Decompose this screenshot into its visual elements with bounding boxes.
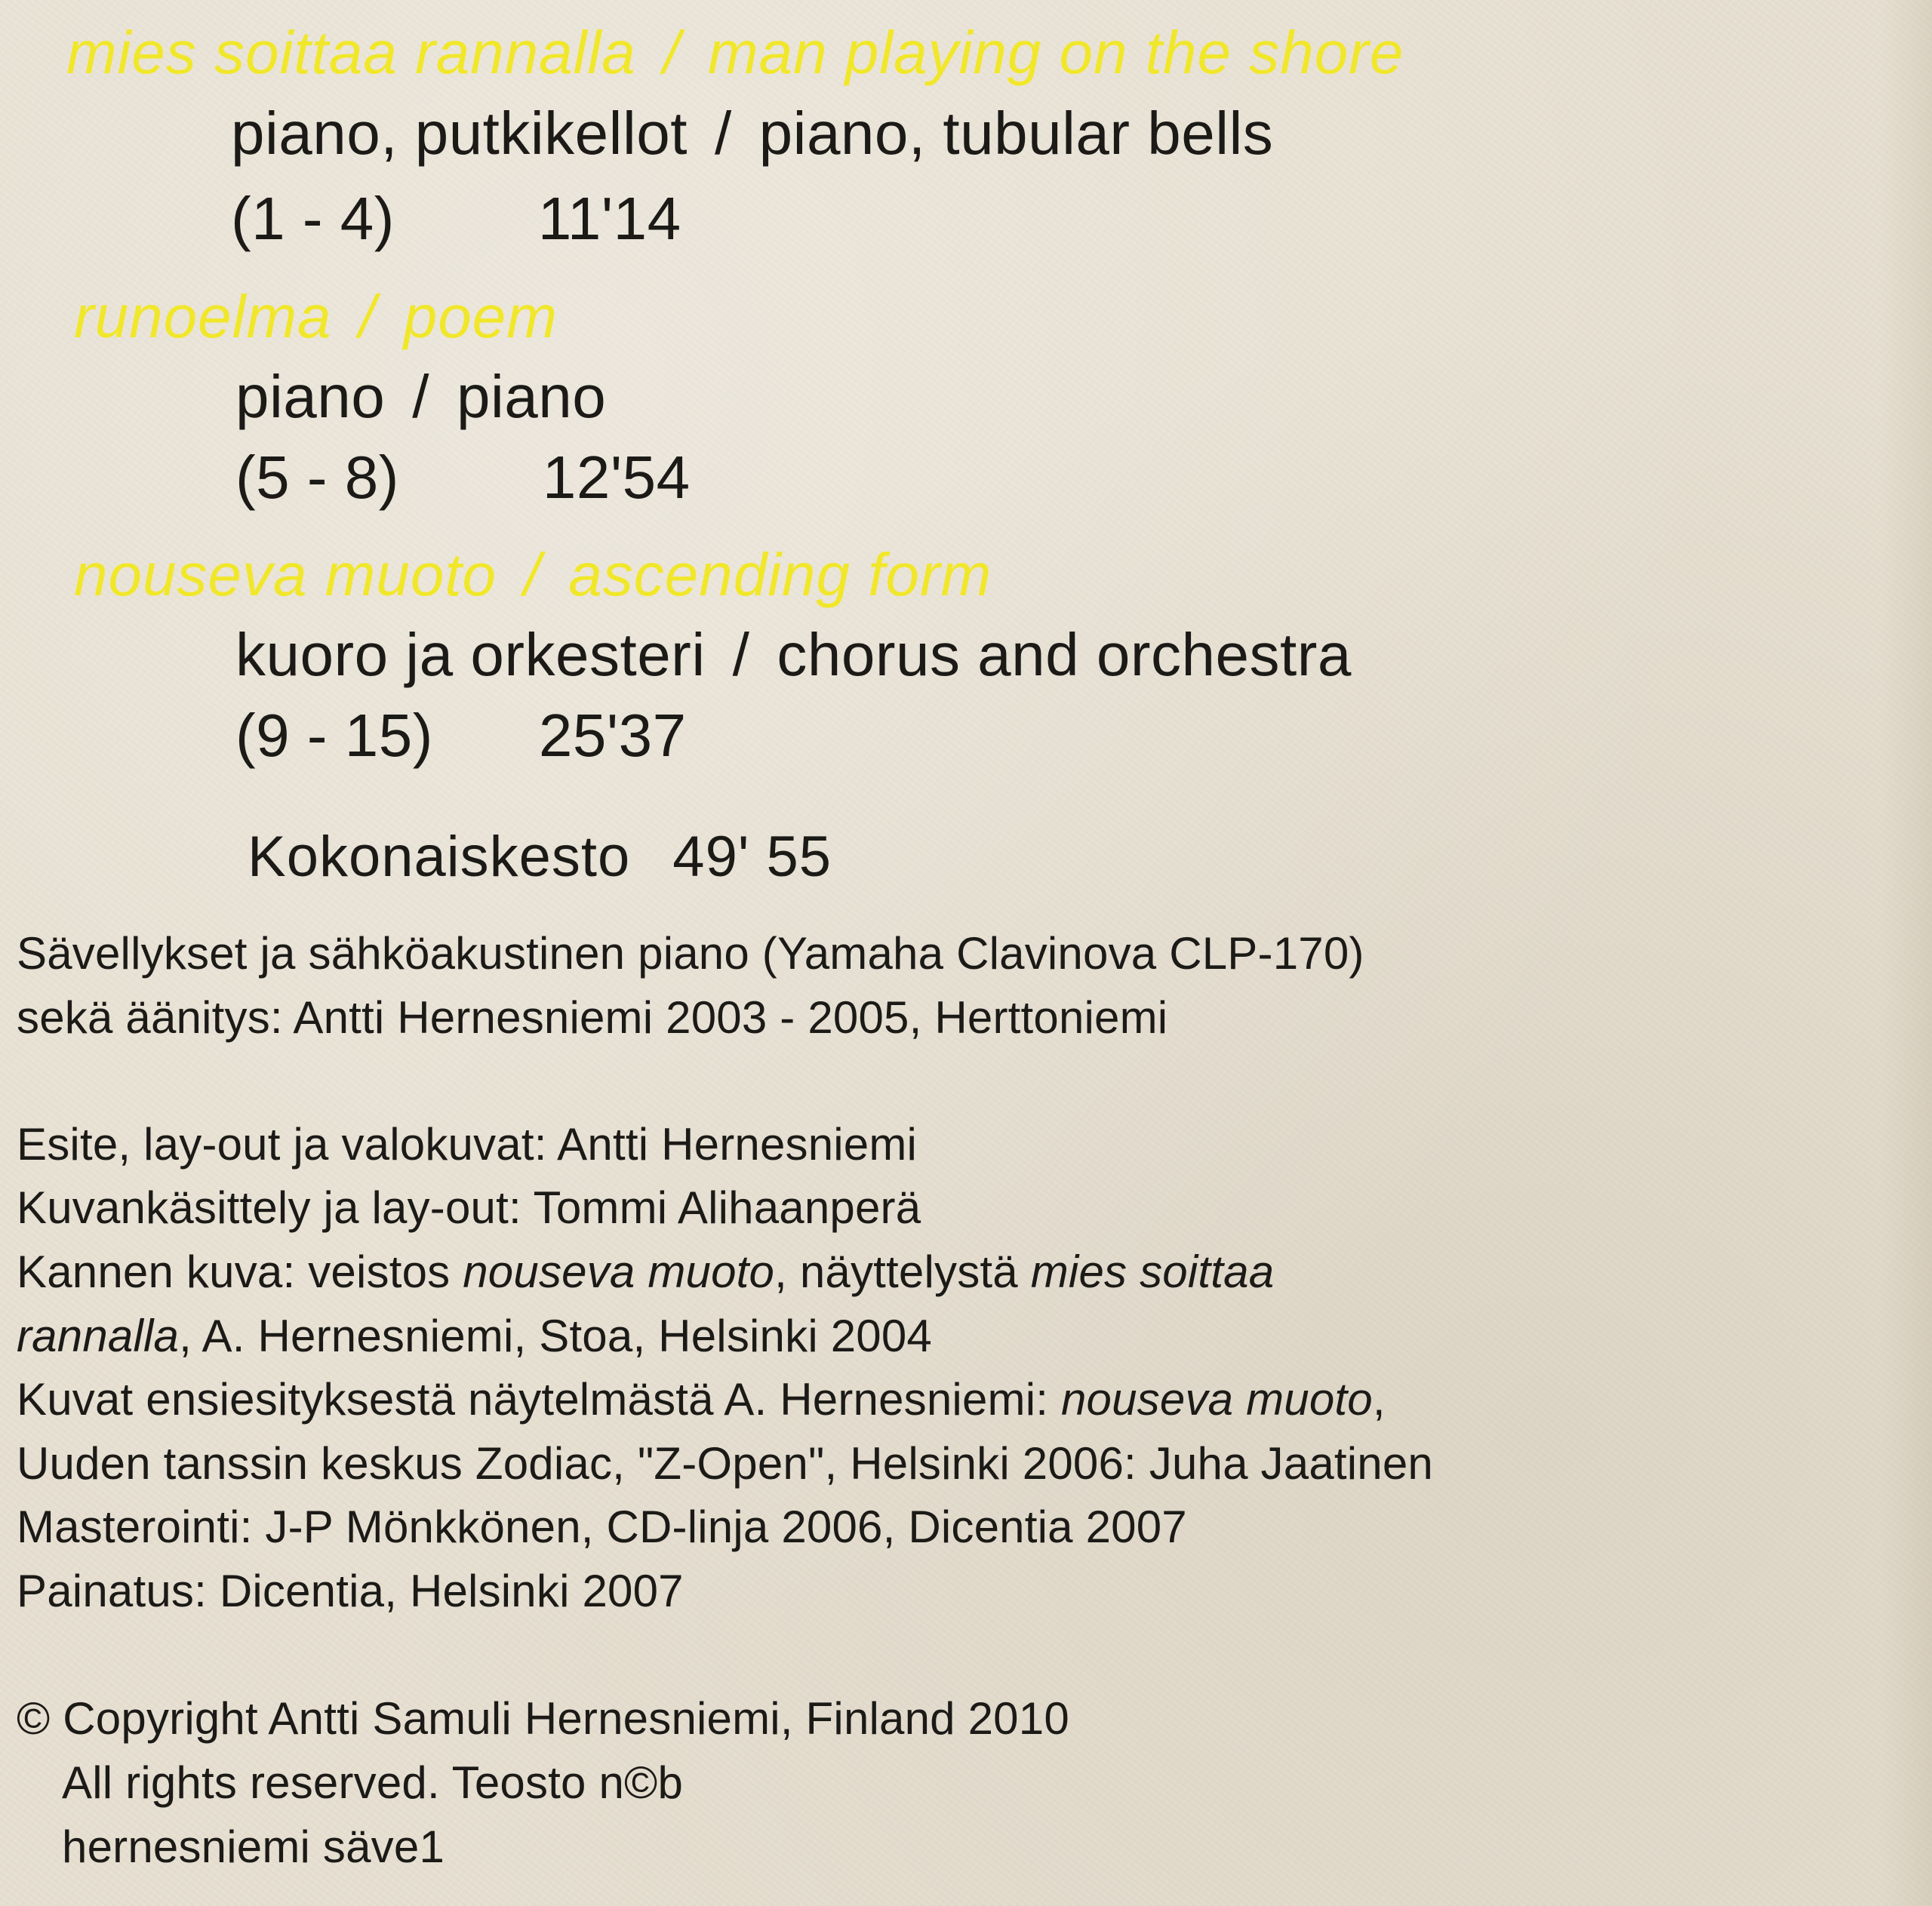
track-2-range: (5 - 8): [235, 444, 399, 511]
title-separator: /: [358, 283, 377, 350]
credit-printing: Painatus: Dicentia, Helsinki 2007: [17, 1566, 684, 1616]
track-1-instruments-fi: piano, putkikellot: [231, 100, 688, 167]
track-2-title-fi: runoelma: [74, 283, 332, 350]
track-3-range: (9 - 15): [235, 702, 433, 769]
page-edge-shadow: [1879, 0, 1932, 1906]
track-3-duration: 25'37: [538, 702, 687, 769]
track-1-title-fi: mies soittaa rannalla: [66, 19, 636, 86]
track-2-instruments-en: piano: [456, 363, 607, 430]
credit-composition-line1: Sävellykset ja sähköakustinen piano (Yamaha Clavinova CLP-170): [17, 928, 1364, 979]
credit-brochure: Esite, lay-out ja valokuvat: Antti Hernesniemi: [17, 1119, 918, 1170]
total-duration-value: 49' 55: [672, 825, 832, 889]
total-duration-label: Kokonaiskesto: [248, 825, 631, 889]
credit-image-processing: Kuvankäsittely ja lay-out: Tommi Alihaanperä: [17, 1182, 921, 1233]
cover-prefix: Kannen kuva: veistos: [17, 1247, 463, 1297]
track-3-timing: [235, 702, 687, 769]
track-2-instruments-fi: piano: [235, 363, 386, 430]
track-3-title-en: ascending form: [568, 541, 992, 608]
copyright-line3: hernesniemi säve1: [62, 1821, 445, 1872]
instruments-separator: /: [732, 621, 750, 688]
track-1-timing: [231, 185, 681, 252]
credit-cover-line2: [17, 1311, 932, 1361]
cover-work-title: nouseva muoto: [463, 1247, 775, 1297]
track-3-instruments: [235, 621, 1352, 688]
photos-work-title: nouseva muoto: [1060, 1374, 1373, 1425]
credit-cover-line1: [17, 1247, 1275, 1297]
track-1-title: [66, 19, 1404, 86]
track-1-duration: 11'14: [537, 185, 681, 252]
track-3-title: [74, 541, 992, 608]
credit-photos-line2: Uuden tanssin keskus Zodiac, "Z-Open", Helsinki 2006: Juha Jaatinen: [17, 1438, 1434, 1489]
total-duration: [248, 825, 832, 889]
credit-composition-line2: sekä äänitys: Antti Hernesniemi 2003 - 2005, Herttoniemi: [17, 992, 1168, 1043]
cover-suffix: , A. Hernesniemi, Stoa, Helsinki 2004: [179, 1311, 932, 1361]
instruments-separator: /: [714, 100, 732, 167]
track-2-title: [74, 283, 558, 350]
track-2-timing: [235, 444, 691, 511]
copyright-line1: © Copyright Antti Samuli Hernesniemi, Finland 2010: [17, 1693, 1069, 1744]
photos-prefix: Kuvat ensiesityksestä näytelmästä A. Hernesniemi:: [17, 1374, 1061, 1425]
title-separator: /: [663, 19, 681, 86]
track-2-duration: 12'54: [542, 444, 691, 511]
track-1-instruments-en: piano, tubular bells: [758, 100, 1274, 167]
credit-photos-line1: [17, 1374, 1386, 1425]
track-1-instruments: [231, 100, 1274, 167]
track-3-instruments-en: chorus and orchestra: [777, 621, 1352, 688]
photos-comma: ,: [1372, 1374, 1386, 1425]
track-1-title-en: man playing on the shore: [707, 19, 1404, 86]
title-separator: /: [524, 541, 542, 608]
cover-exhibition-title-cont: rannalla: [17, 1311, 180, 1361]
track-3-instruments-fi: kuoro ja orkesteri: [235, 621, 706, 688]
credit-mastering: Masterointi: J-P Mönkkönen, CD-linja 2006, Dicentia 2007: [17, 1502, 1187, 1552]
track-2-title-en: poem: [403, 283, 558, 350]
copyright-line2: All rights reserved. Teosto n©b: [62, 1757, 684, 1808]
cover-exhibition-title: mies soittaa: [1030, 1247, 1275, 1297]
track-1-range: (1 - 4): [231, 185, 395, 252]
cover-mid: , näyttelystä: [774, 1247, 1031, 1297]
track-3-title-fi: nouseva muoto: [74, 541, 497, 608]
instruments-separator: /: [412, 363, 429, 430]
track-2-instruments: [235, 363, 607, 430]
